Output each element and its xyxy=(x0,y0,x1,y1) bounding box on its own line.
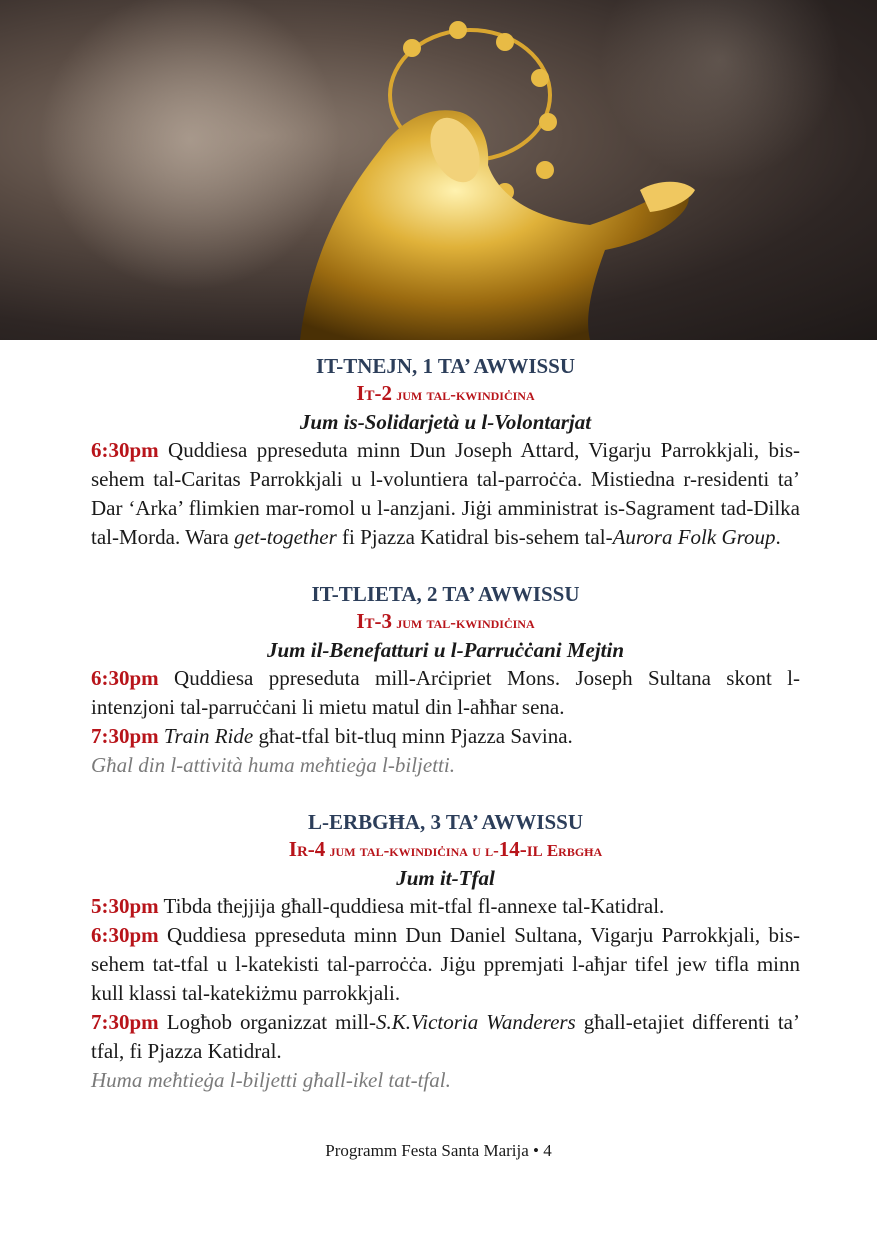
event-entry: 7:30pm Train Ride għat-tfal bit-tluq minn Pjazza Savina. xyxy=(91,724,573,748)
event-time: 7:30pm xyxy=(91,724,159,748)
ticket-note: Huma meħtieġa l-biljetti għall-ikel tat-tfal. xyxy=(91,1068,451,1092)
event-entry: 6:30pm Quddiesa ppreseduta minn Dun Joseph Attard, Vigarju Parrokkjali, bis-sehem tal-Caritas Parrokkjali u l-voluntiera tal-parroċċa. Mistiedna r-residenti ta’ Dar ‘Arka’ flimkien mar-romol u l-anzjani. Jiġi amministrat is-Sagrament tad-Dilka tal-Morda. Wara get-together fi Pjazza Katidral bis-sehem tal-Aurora Folk Group. xyxy=(91,438,800,549)
event-entry: 6:30pm Quddiesa ppreseduta mill-Arċipriet Mons. Joseph Sultana skont l-intenzjoni tal-parruċċani li mietu matul din l-aħħar sena. xyxy=(91,666,800,719)
day-subheading-1: It-2 jum tal-kwindiċina xyxy=(356,381,535,405)
hero-photo-golden-statue xyxy=(0,0,877,340)
day-heading-1: IT-TNEJN, 1 TA’ AWWISSU xyxy=(315,354,576,378)
event-time: 6:30pm xyxy=(91,923,159,947)
statue-illustration xyxy=(0,0,877,340)
day-theme-1: Jum is-Solidarjetà u l-Volontarjat xyxy=(299,410,592,434)
event-entry: 6:30pm Quddiesa ppreseduta minn Dun Daniel Sultana, Vigarju Parrokkjali, bis-sehem tat-tfal u l-katekisti tal-parroċċa. Jiġu ppremjati l-aħjar tifel jew tifla minn kull klassi tal-katekiżmu parrokkjali. xyxy=(91,923,800,1005)
day-heading-3: L-ERBGĦA, 3 TA’ AWWISSU xyxy=(308,810,583,834)
day-subheading-3: Ir-4 jum tal-kwindiċina u l-14-il Erbgħa xyxy=(288,837,603,861)
event-time: 5:30pm xyxy=(91,894,159,918)
event-time: 7:30pm xyxy=(91,1010,159,1034)
event-time: 6:30pm xyxy=(91,438,159,462)
event-entry: 7:30pm Logħob organizzat mill-S.K.Victoria Wanderers għall-etajiet differenti ta’ tfal, fi Pjazza Katidral. xyxy=(91,1010,800,1063)
day-theme-2: Jum il-Benefatturi u l-Parruċċani Mejtin xyxy=(266,638,625,662)
event-entry: 5:30pm Tibda tħejjija għall-quddiesa mit-tfal fl-annexe tal-Katidral. xyxy=(91,894,665,918)
program-content xyxy=(91,352,800,1095)
event-time: 6:30pm xyxy=(91,666,159,690)
day-theme-3: Jum it-Tfal xyxy=(396,866,495,890)
day-subheading-2: It-3 jum tal-kwindiċina xyxy=(356,609,535,633)
page-footer: Programm Festa Santa Marija • 4 xyxy=(325,1141,552,1160)
day-heading-2: IT-TLIETA, 2 TA’ AWWISSU xyxy=(311,582,580,606)
ticket-note: Għal din l-attività huma meħtieġa l-biljetti. xyxy=(91,753,455,777)
